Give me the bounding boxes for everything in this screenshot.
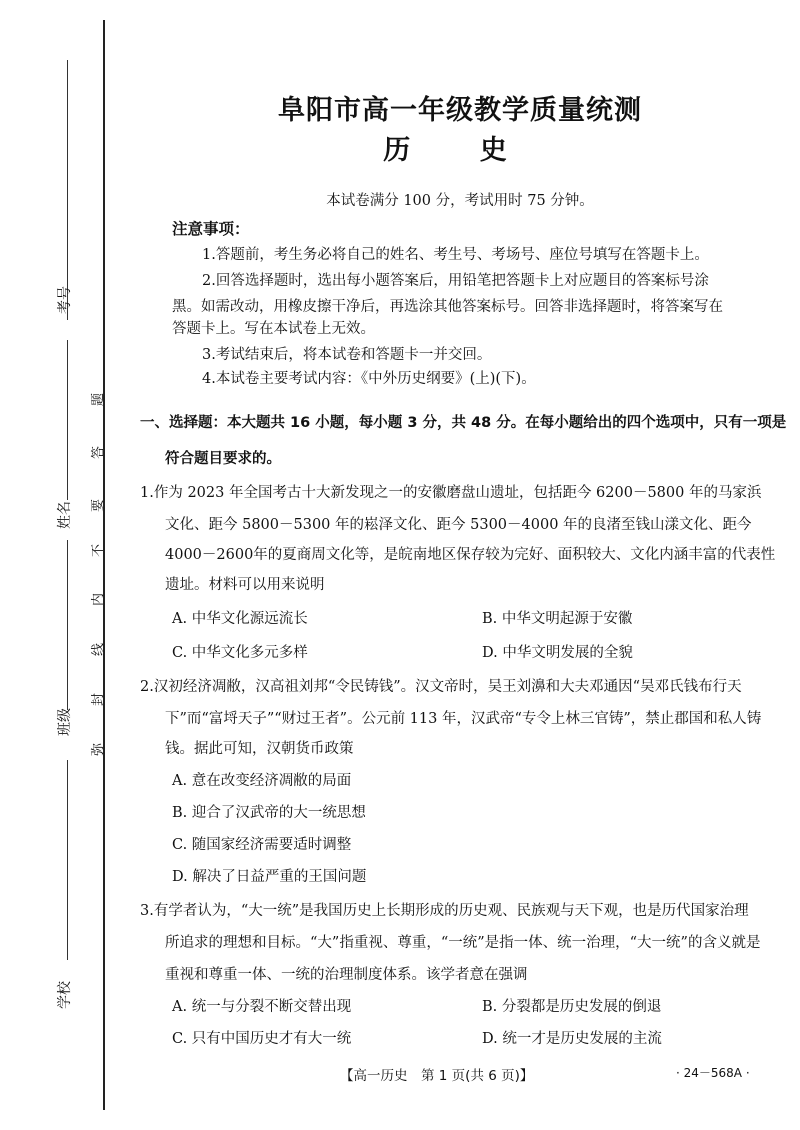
q2-option-d: D. 解决了日益严重的王国问题 bbox=[172, 869, 367, 885]
seal-char: 线 bbox=[91, 642, 107, 657]
seal-char: 答 bbox=[91, 445, 107, 460]
seal-char: 封 bbox=[91, 692, 107, 707]
q2-stem: 下”而“富埒天子”“财过王者”。公元前 113 年，汉武帝“专令上林三官铸”，禁止郡国和私人铸 bbox=[165, 711, 762, 727]
q3-option-c: C. 只有中国历史才有大一统 bbox=[172, 1031, 352, 1047]
page-footer: 【高一历史 第 1 页(共 6 页)】 bbox=[340, 1068, 534, 1084]
class-underline bbox=[67, 540, 68, 710]
q2-stem: 钱。据此可知，汉朝货币政策 bbox=[165, 741, 354, 757]
section-heading-cont: 符合题目要求的。 bbox=[165, 451, 281, 467]
q1-stem: 1.作为 2023 年全国考古十大新发现之一的安徽磨盘山遗址，包括距今 6200－5800 年的马家浜 bbox=[140, 485, 762, 501]
q1-option-c: C. 中华文化多元多样 bbox=[172, 645, 308, 661]
q3-option-b: B. 分裂都是历史发展的倒退 bbox=[482, 999, 662, 1015]
exam-note: 本试卷满分 100 分，考试用时 75 分钟。 bbox=[326, 193, 594, 209]
paper-code: · 24－568A · bbox=[676, 1066, 750, 1080]
q1-option-d: D. 中华文明发展的全貌 bbox=[482, 645, 633, 661]
notice-heading: 注意事项： bbox=[172, 220, 250, 238]
q3-stem: 所追求的理想和目标。“大”指重视、尊重，“一统”是指一体、统一治理，“大一统”的含义就是 bbox=[165, 935, 761, 951]
q2-stem: 2.汉初经济凋敝，汉高祖刘邦“令民铸钱”。汉文帝时，吴王刘濞和大夫邓通因“吴邓氏钱布行天 bbox=[140, 679, 742, 695]
exam-no-label: 考号 bbox=[57, 286, 73, 314]
q2-option-b: B. 迎合了汉武帝的大一统思想 bbox=[172, 805, 366, 821]
q2-option-c: C. 随国家经济需要适时调整 bbox=[172, 837, 352, 853]
exam-no-underline bbox=[67, 60, 68, 320]
notice-item: 黑。如需改动，用橡皮擦干净后，再选涂其他答案标号。回答非选择题时，将答案写在 bbox=[172, 299, 723, 315]
q1-option-b: B. 中华文明起源于安徽 bbox=[482, 611, 633, 627]
school-underline bbox=[67, 760, 68, 960]
q2-option-a: A. 意在改变经济凋敝的局面 bbox=[172, 773, 352, 789]
name-label: 姓名 bbox=[57, 501, 73, 529]
q3-option-a: A. 统一与分裂不断交替出现 bbox=[172, 999, 352, 1015]
binding-line bbox=[103, 20, 105, 1110]
binding-margin bbox=[0, 0, 120, 1130]
notice-item: 2.回答选择题时，选出每小题答案后，用铅笔把答题卡上对应题目的答案标号涂 bbox=[202, 273, 709, 289]
exam-title: 阜阳市高一年级教学质量统测 bbox=[278, 95, 642, 126]
q1-option-a: A. 中华文化源远流长 bbox=[172, 611, 308, 627]
seal-char: 不 bbox=[91, 543, 107, 558]
seal-char: 题 bbox=[91, 392, 107, 407]
subject-title: 历 史 bbox=[383, 135, 537, 166]
section-heading: 一、选择题：本大题共 16 小题，每小题 3 分，共 48 分。在每小题给出的四个选项中，只有一项是 bbox=[140, 415, 787, 431]
seal-char: 弥 bbox=[91, 742, 107, 757]
q1-stem: 4000－2600年的夏商周文化等，是皖南地区保存较为完好、面积较大、文化内涵丰富的代表性 bbox=[165, 547, 776, 563]
notice-item: 4.本试卷主要考试内容：《中外历史纲要》(上)(下)。 bbox=[202, 371, 536, 387]
q1-stem: 文化、距今 5800－5300 年的崧泽文化、距今 5300－4000 年的良渚至钱山漾文化、距今 bbox=[165, 517, 752, 533]
q3-stem: 重视和尊重一体、一统的治理制度体系。该学者意在强调 bbox=[165, 967, 528, 983]
q3-option-d: D. 统一才是历史发展的主流 bbox=[482, 1031, 662, 1047]
notice-item: 3.考试结束后，将本试卷和答题卡一并交回。 bbox=[202, 347, 492, 363]
seal-char: 内 bbox=[91, 592, 107, 607]
seal-char: 要 bbox=[91, 498, 107, 513]
q1-stem: 遗址。材料可以用来说明 bbox=[165, 577, 325, 593]
notice-item: 1.答题前，考生务必将自己的姓名、考生号、考场号、座位号填写在答题卡上。 bbox=[202, 247, 709, 263]
notice-item: 答题卡上。写在本试卷上无效。 bbox=[172, 321, 375, 337]
name-underline bbox=[67, 340, 68, 500]
school-label: 学校 bbox=[57, 981, 73, 1009]
q3-stem: 3.有学者认为，“大一统”是我国历史上长期形成的历史观、民族观与天下观，也是历代国家治理 bbox=[140, 903, 749, 919]
class-label: 班级 bbox=[57, 708, 73, 736]
